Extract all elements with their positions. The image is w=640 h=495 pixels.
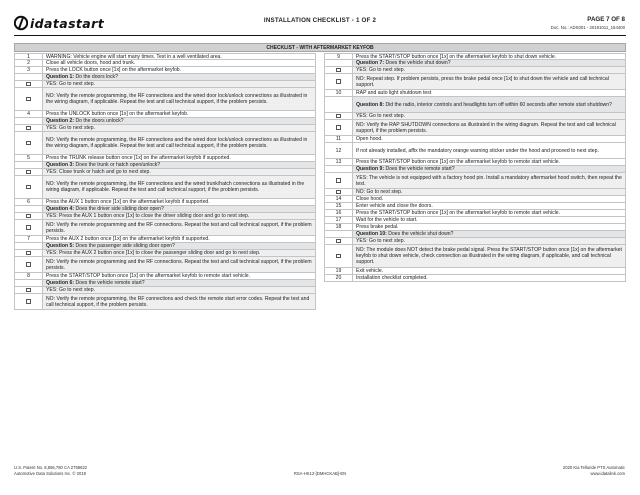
checklist-question-row	[14, 206, 316, 213]
checklist-option-row	[14, 220, 316, 236]
checkbox[interactable]	[336, 125, 341, 130]
checkbox[interactable]	[26, 225, 31, 230]
step-number: 7	[15, 236, 43, 242]
step-number: 2	[15, 60, 43, 66]
checklist-option-row	[14, 257, 316, 273]
checkbox-cell	[15, 287, 43, 293]
checklist-right-column	[324, 53, 626, 282]
step-text: Installation checklist completed.	[353, 275, 625, 281]
step-text: Press brake pedal.	[353, 224, 625, 230]
question-label: Question 8:	[356, 101, 385, 108]
question-label: Question 4:	[46, 206, 75, 212]
checklist-question-row	[324, 231, 626, 238]
question-label: Question 1:	[46, 74, 75, 80]
option-text: YES: The vehicle is not equipped with a factory hood pin. Install a mandatory aftermarket hood switch, then repeat the test.	[353, 173, 625, 188]
checklist-option-row	[324, 238, 626, 245]
checklist-option-row	[324, 245, 626, 268]
checkbox-cell	[325, 120, 353, 135]
checkbox[interactable]	[26, 97, 31, 102]
option-text: NO: Verify the RAP SHUTDOWN connections as illustrated in the wiring diagram. Repeat the test and call technical support, if the problem persists.	[353, 120, 625, 135]
checkbox[interactable]	[26, 214, 31, 219]
step-text: Press the AUX 2 button once [1x] on the aftermarket keyfob if supported.	[43, 236, 315, 242]
step-number: 5	[15, 155, 43, 161]
question-label: Question 5:	[46, 243, 75, 249]
checkbox[interactable]	[336, 68, 341, 73]
checklist-step-row	[324, 217, 626, 224]
step-number: 20	[325, 275, 353, 281]
step-text: Press the START/STOP button once [1x] on the aftermarket keyfob to shut down vehicle.	[353, 54, 625, 59]
checkbox-cell	[15, 125, 43, 131]
question-text	[43, 243, 315, 249]
checklist-step-row	[324, 90, 626, 97]
checklist-option-row	[324, 189, 626, 196]
checklist-option-row	[324, 74, 626, 90]
footer-right	[563, 465, 625, 477]
checkbox[interactable]	[26, 170, 31, 175]
option-text: NO: Verify the remote programming, the RF connections and the wired door lock/unlock connections as illustrated in the wiring diagram, if applicable. Repeat the test and call technical support, if the problem persists.	[43, 132, 315, 154]
step-text: Press the TRUNK release button once [1x] on the aftermarket keyfob if supported.	[43, 155, 315, 161]
step-number: 17	[325, 217, 353, 223]
checkbox-cell	[325, 74, 353, 89]
checklist-step-row	[324, 53, 626, 60]
checkbox-cell	[15, 294, 43, 309]
header-rule	[14, 35, 626, 36]
checkbox[interactable]	[336, 190, 341, 195]
question-body: Does the vehicle remote start?	[75, 280, 145, 286]
question-blank-cell	[15, 162, 43, 168]
step-text: Press the START/STOP button once [1x] on the aftermarket keyfob to remote start vehicle.	[353, 159, 625, 165]
checklist-step-row	[324, 143, 626, 159]
checkbox-cell	[15, 257, 43, 272]
question-blank-cell	[325, 231, 353, 237]
question-text	[43, 280, 315, 286]
checklist-step-row	[324, 224, 626, 231]
question-body: Did the radio, interior controls and headlights turn off within 60 seconds after remote start shutdown?	[385, 101, 612, 108]
checklist-option-row	[14, 250, 316, 257]
step-number: 1	[15, 54, 43, 59]
checkbox-cell	[325, 189, 353, 195]
step-text: If not already installed, affix the mandatory orange warning sticker under the hood and proceed to next step.	[353, 143, 625, 158]
checklist-question-row	[14, 74, 316, 81]
checklist-option-row	[14, 176, 316, 199]
checklist-step-row	[14, 60, 316, 67]
checklist-question-row	[324, 166, 626, 173]
step-text: RAP and auto light shutdown test	[353, 90, 625, 96]
checkbox-cell	[325, 173, 353, 188]
option-text: YES: Go to next step.	[353, 113, 625, 119]
checklist-option-row	[14, 287, 316, 294]
step-number: 14	[325, 196, 353, 202]
step-text: Enter vehicle and close the doors.	[353, 203, 625, 209]
checkbox-cell	[15, 213, 43, 219]
step-number: 4	[15, 111, 43, 117]
question-blank-cell	[325, 97, 353, 112]
option-text: YES: Go to next step.	[43, 287, 315, 293]
checklist-question-row	[14, 162, 316, 169]
checklist-step-row	[324, 210, 626, 217]
checkbox-cell	[15, 81, 43, 87]
checkbox[interactable]	[336, 254, 341, 259]
question-blank-cell	[15, 74, 43, 80]
checkbox[interactable]	[336, 114, 341, 119]
checkbox-cell	[15, 176, 43, 198]
checklist-left-column	[14, 53, 316, 310]
question-blank-cell	[15, 243, 43, 249]
checklist-option-row	[14, 88, 316, 111]
option-text: NO: Verify the remote programming, the RF connections and check the remote start error codes. Repeat the test and call technical support, if the problem persists.	[43, 294, 315, 309]
step-number: 8	[15, 273, 43, 279]
option-text: YES: Go to next step.	[43, 81, 315, 87]
step-text: Open hood.	[353, 136, 625, 142]
question-label: Question 2:	[46, 118, 75, 124]
step-text: Exit vehicle.	[353, 268, 625, 274]
checklist-step-row	[14, 53, 316, 60]
step-text: WARNING: Vehicle engine will start many times. Test in a well ventilated area.	[43, 54, 315, 59]
checklist-step-row	[14, 199, 316, 206]
question-text	[353, 166, 625, 172]
checkbox[interactable]	[26, 288, 31, 293]
checklist-step-row	[324, 268, 626, 275]
question-body: Do the doors unlock?	[75, 118, 124, 124]
checkbox-cell	[325, 238, 353, 244]
question-text	[353, 97, 625, 112]
step-text: Press the LOCK button once [1x] on the aftermarket keyfob.	[43, 67, 315, 73]
question-body: Does the vehicle shut down?	[385, 60, 451, 66]
checklist-option-row	[14, 169, 316, 176]
option-text: NO: The module does NOT detect the brake pedal signal. Press the START/STOP button once [1x] on the aftermarket keyfob to shut down vehicle, check connection as illustrated in the wiring diagram, if applicable, and call technical support.	[353, 245, 625, 267]
step-number: 3	[15, 67, 43, 73]
checklist-question-row	[14, 118, 316, 125]
option-text: YES: Close trunk or hatch and go to next step.	[43, 169, 315, 175]
checkbox[interactable]	[26, 82, 31, 87]
checklist-option-row	[324, 67, 626, 74]
option-text: YES: Press the AUX 1 button once [1x] to close the driver sliding door and go to next step.	[43, 213, 315, 219]
checkbox-cell	[15, 169, 43, 175]
question-label: Question 6:	[46, 280, 75, 286]
question-body: Does the trunk or hatch open/unlock?	[75, 162, 161, 168]
checkbox[interactable]	[26, 141, 31, 146]
question-text	[43, 118, 315, 124]
option-text: NO: Verify the remote programming, the RF connections and the wired trunk/hatch connections as illustrated in the wiring diagram, if applicable. Repeat the test and call technical support, if the problem persists.	[43, 176, 315, 198]
checklist-option-row	[14, 213, 316, 220]
checklist-step-row	[14, 67, 316, 74]
option-text: YES: Go to next step.	[353, 67, 625, 73]
question-label: Question 10:	[356, 231, 387, 237]
question-body: Does the vehicle remote start?	[385, 166, 455, 172]
checklist-step-row	[324, 136, 626, 143]
option-text: NO: Verify the remote programming and the RF connections. Repeat the test and call technical support, if the problem persists.	[43, 257, 315, 272]
checkbox-cell	[15, 88, 43, 110]
step-text: Press the START/STOP button once [1x] on the aftermarket keyfob to remote start vehicle.	[43, 273, 315, 279]
checklist-option-row	[14, 81, 316, 88]
checklist-option-row	[324, 173, 626, 189]
checkbox-cell	[15, 220, 43, 235]
step-number: 11	[325, 136, 353, 142]
logo-text: idatastart	[30, 15, 105, 31]
step-number: 12	[325, 143, 353, 158]
question-blank-cell	[325, 60, 353, 66]
step-text: Press the UNLOCK button once [1x] on the aftermarket keyfob.	[43, 111, 315, 117]
question-text	[43, 162, 315, 168]
patent-text: U.S. Patent No. 8,856,780 CA 2759622	[14, 465, 88, 470]
option-text: YES: Go to next step.	[43, 125, 315, 131]
checkbox[interactable]	[336, 178, 341, 183]
question-body: Do the doors lock?	[75, 74, 118, 80]
option-text: NO: Verify the remote programming, the RF connections and the wired door lock/unlock connections as illustrated in the wiring diagram, if applicable. Repeat the test and call technical support, if the problem persists.	[43, 88, 315, 110]
checkbox-cell	[15, 132, 43, 154]
step-text: Close all vehicle doors, hood and trunk.	[43, 60, 315, 66]
checklist-question-row	[14, 243, 316, 250]
section-title: CHECKLIST - WITH AFTERMARKET KEYFOB	[14, 43, 626, 52]
checklist-step-row	[324, 159, 626, 166]
question-text	[353, 231, 625, 237]
question-body: Does the driver side sliding door open?	[75, 206, 164, 212]
checklist-option-row	[14, 294, 316, 310]
checklist-step-row	[14, 236, 316, 243]
checklist-step-row	[14, 155, 316, 162]
checklist-step-row	[324, 203, 626, 210]
document-title: INSTALLATION CHECKLIST - 1 OF 2	[263, 17, 377, 24]
doc-code: RSA-HK12-[DMHCKAB]-EN	[293, 471, 347, 476]
checklist-option-row	[324, 113, 626, 120]
checkbox[interactable]	[336, 79, 341, 84]
step-number: 15	[325, 203, 353, 209]
checklist-option-row	[324, 120, 626, 136]
page-indicator: PAGE 7 OF 8	[587, 16, 625, 23]
option-text: NO: Repeat step. If problem persists, press the brake pedal once [1x] to shut down the vehicle and call technical support.	[353, 74, 625, 89]
question-label: Question 3:	[46, 162, 75, 168]
vehicle-text: 2020 Kia Telluride PTS Automatic	[562, 465, 625, 470]
option-text: NO: Verify the remote programming and the RF connections. Repeat the test and call technical support, if the problem persists.	[43, 220, 315, 235]
question-blank-cell	[15, 118, 43, 124]
checklist-question-row	[324, 97, 626, 113]
checkbox-cell	[325, 245, 353, 267]
step-number: 19	[325, 268, 353, 274]
question-text	[43, 74, 315, 80]
step-number: 16	[325, 210, 353, 216]
question-label: Question 9:	[356, 166, 385, 172]
step-number: 18	[325, 224, 353, 230]
checkbox[interactable]	[336, 239, 341, 244]
step-number: 10	[325, 90, 353, 96]
option-text: YES: Go to next step.	[353, 238, 625, 244]
question-body: Does the passenger side sliding door open?	[75, 243, 175, 249]
step-text: Press the AUX 1 button once [1x] on the aftermarket keyfob if supported.	[43, 199, 315, 205]
question-blank-cell	[325, 166, 353, 172]
step-text: Wait for the vehicle to start.	[353, 217, 625, 223]
checklist-option-row	[14, 125, 316, 132]
step-text: Press the START/STOP button once [1x] on the aftermarket keyfob to remote start vehicle.	[353, 210, 625, 216]
step-number: 9	[325, 54, 353, 59]
footer-center	[0, 471, 640, 477]
checkbox[interactable]	[26, 299, 31, 304]
question-blank-cell	[15, 280, 43, 286]
question-body: Does the vehicle shut down?	[388, 231, 454, 237]
checkbox[interactable]	[26, 251, 31, 256]
document-number: Doc. No.: ADS001 - 20191011_154400	[550, 25, 625, 30]
checklist-option-row	[14, 132, 316, 155]
checkbox[interactable]	[26, 185, 31, 190]
option-text: NO: Go to next step.	[353, 189, 625, 195]
checkbox-cell	[325, 67, 353, 73]
question-label: Question 7:	[356, 60, 385, 66]
step-number: 6	[15, 199, 43, 205]
checkbox-cell	[325, 113, 353, 119]
checklist-question-row	[14, 280, 316, 287]
question-text	[353, 60, 625, 66]
step-text: Close hood.	[353, 196, 625, 202]
checkbox-cell	[15, 250, 43, 256]
step-number: 13	[325, 159, 353, 165]
checklist-step-row	[324, 275, 626, 282]
checklist-step-row	[324, 196, 626, 203]
checkbox[interactable]	[26, 262, 31, 267]
option-text: YES: Press the AUX 2 button once [1x] to close the passenger sliding door and go to next step.	[43, 250, 315, 256]
question-text	[43, 206, 315, 212]
checklist-question-row	[324, 60, 626, 67]
copyright-text: Automotive Data Solutions Inc. © 2019	[14, 471, 86, 476]
checklist-step-row	[14, 273, 316, 280]
checklist-step-row	[14, 111, 316, 118]
question-blank-cell	[15, 206, 43, 212]
checkbox[interactable]	[26, 126, 31, 131]
website-link[interactable]: www.idatalink.com	[590, 471, 625, 476]
